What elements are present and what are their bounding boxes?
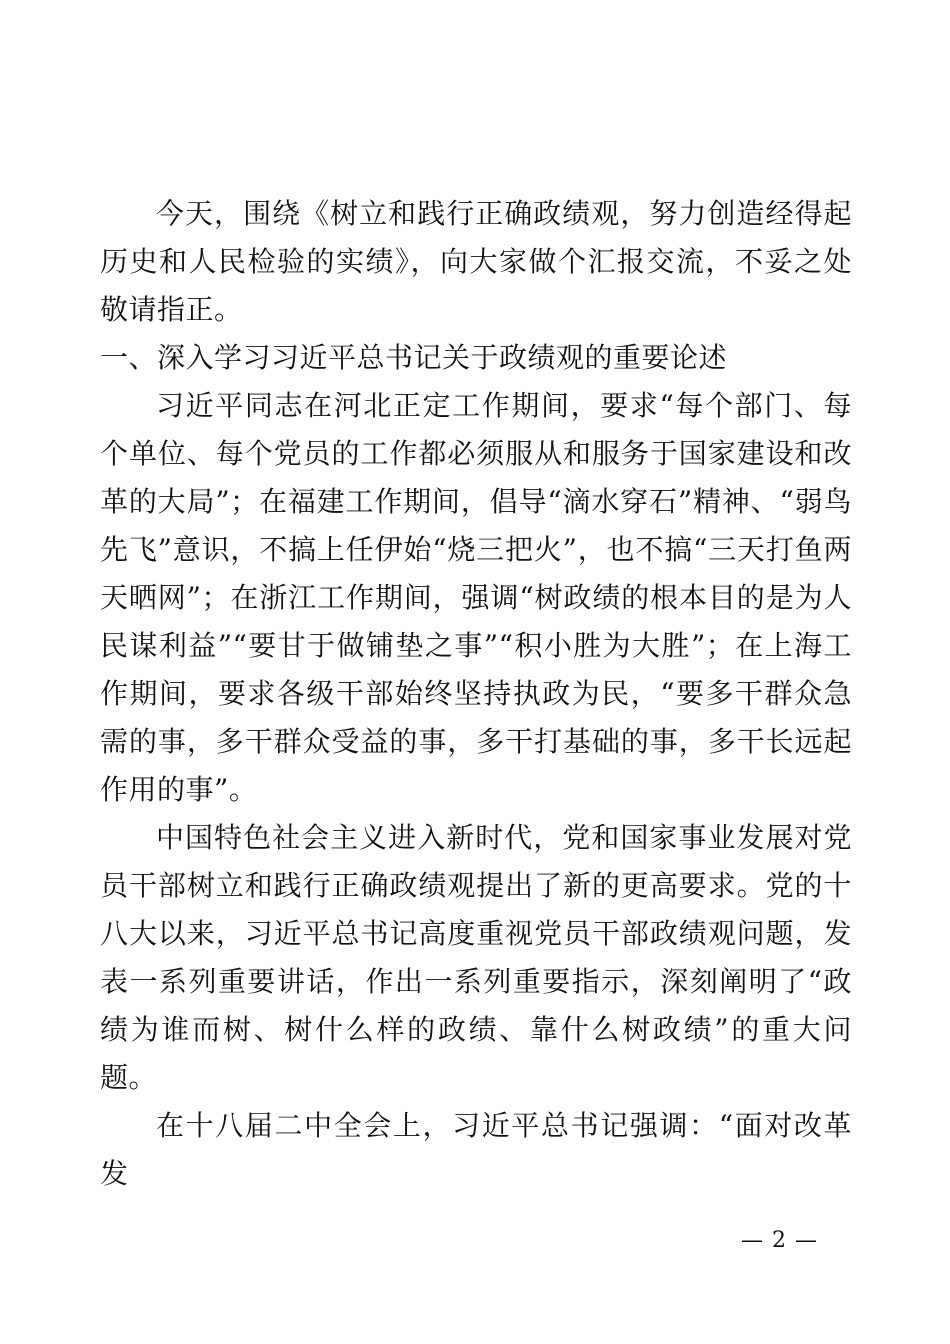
paragraph-intro: 今天，围绕《树立和践行正确政绩观，努力创造经得起历史和人民检验的实绩》，向大家做个汇报交流，不妥之处敬请指正。 <box>100 197 852 326</box>
paragraph-plenary: 在十八届二中全会上，习近平总书记强调：“面对改革发 <box>100 1109 852 1190</box>
section-heading-1: 一、深入学习习近平总书记关于政绩观的重要论述 <box>100 341 728 374</box>
paragraph-new-era: 中国特色社会主义进入新时代，党和国家事业发展对党员干部树立和践行正确政绩观提出了新的更高要求。党的十八大以来，习近平总书记高度重视党员干部政绩观问题，发表一系列重要讲话，作出一系列重要指示，深刻阐明了“政绩为谁而树、树什么样的政绩、靠什么树政绩”的重大问题。 <box>100 821 852 1094</box>
page-number: — 2 — <box>741 1228 818 1253</box>
paragraph-history: 习近平同志在河北正定工作期间，要求“每个部门、每个单位、每个党员的工作都必须服从和服务于国家建设和改革的大局”；在福建工作期间，倡导“滴水穿石”精神、“弱鸟先飞”意识，不搞上任伊始“烧三把火”，也不搞“三天打鱼两天晒网”；在浙江工作期间，强调“树政绩的根本目的是为人民谋利益”“要甘于做铺垫之事”“积小胜为大胜”；在上海工作期间，要求各级干部始终坚持执政为民，“要多干群众急需的事，多干群众受益的事，多干打基础的事，多干长远起作用的事”。 <box>100 389 852 806</box>
document-body <box>100 190 852 1198</box>
